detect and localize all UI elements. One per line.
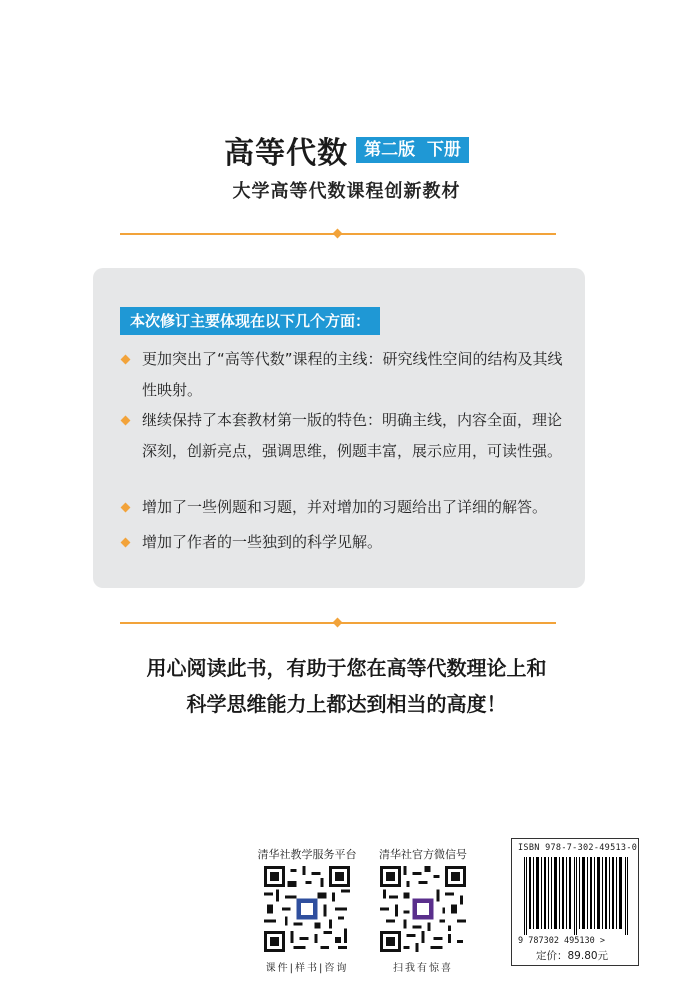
top-divider (120, 233, 556, 235)
book-subtitle: 大学高等代数课程创新教材 (232, 181, 461, 202)
highlight-item (120, 492, 564, 523)
promo-line-2: 科学思维能力上都达到相当的高度！ (186, 692, 507, 716)
qr-caption: 扫我有惊喜 (393, 963, 453, 974)
qr-title: 清华社教学服务平台 (257, 848, 357, 861)
edition-badge: 第二版 下册 (356, 137, 469, 163)
highlights-heading: 本次修订主要体现在以下几个方面： (120, 307, 380, 335)
highlight-item (120, 344, 564, 406)
divider-diamond (333, 618, 343, 628)
barcode-icon (522, 857, 630, 935)
qr-teaching-platform (257, 846, 357, 974)
qr-title: 清华社官方微信号 (379, 848, 467, 861)
highlight-item (120, 527, 564, 558)
isbn-label: ISBN 978-7-302-49513-0 (518, 843, 638, 853)
qr-caption: 课件|样书|咨询 (265, 963, 349, 974)
barcode-digits: 9 787302 495130 > (518, 936, 605, 946)
title-row (0, 128, 693, 172)
promo-line-1: 用心阅读此书，有助于您在高等代数理论上和 (146, 656, 547, 680)
bottom-divider (120, 622, 556, 624)
price-label: 定价：89.80元 (536, 950, 609, 962)
highlight-text: 继续保持了本套教材第一版的特色：明确主线，内容全面，理论深刻，创新亮点，强调思维，例题丰富，展示应用，可读性强。 (142, 411, 563, 460)
highlight-text: 更加突出了“高等代数”课程的主线：研究线性空间的结构及其线性映射。 (142, 350, 563, 399)
qr-code-icon[interactable] (380, 866, 466, 952)
divider-diamond (333, 229, 343, 239)
qr-code-icon[interactable] (264, 866, 350, 952)
highlight-item (120, 405, 564, 467)
book-title: 高等代数 (224, 136, 349, 171)
isbn-barcode-box (511, 838, 639, 966)
highlight-text: 增加了作者的一些独到的科学见解。 (142, 533, 383, 551)
qr-wechat-official (373, 846, 473, 974)
highlight-text: 增加了一些例题和习题，并对增加的习题给出了详细的解答。 (142, 498, 548, 516)
